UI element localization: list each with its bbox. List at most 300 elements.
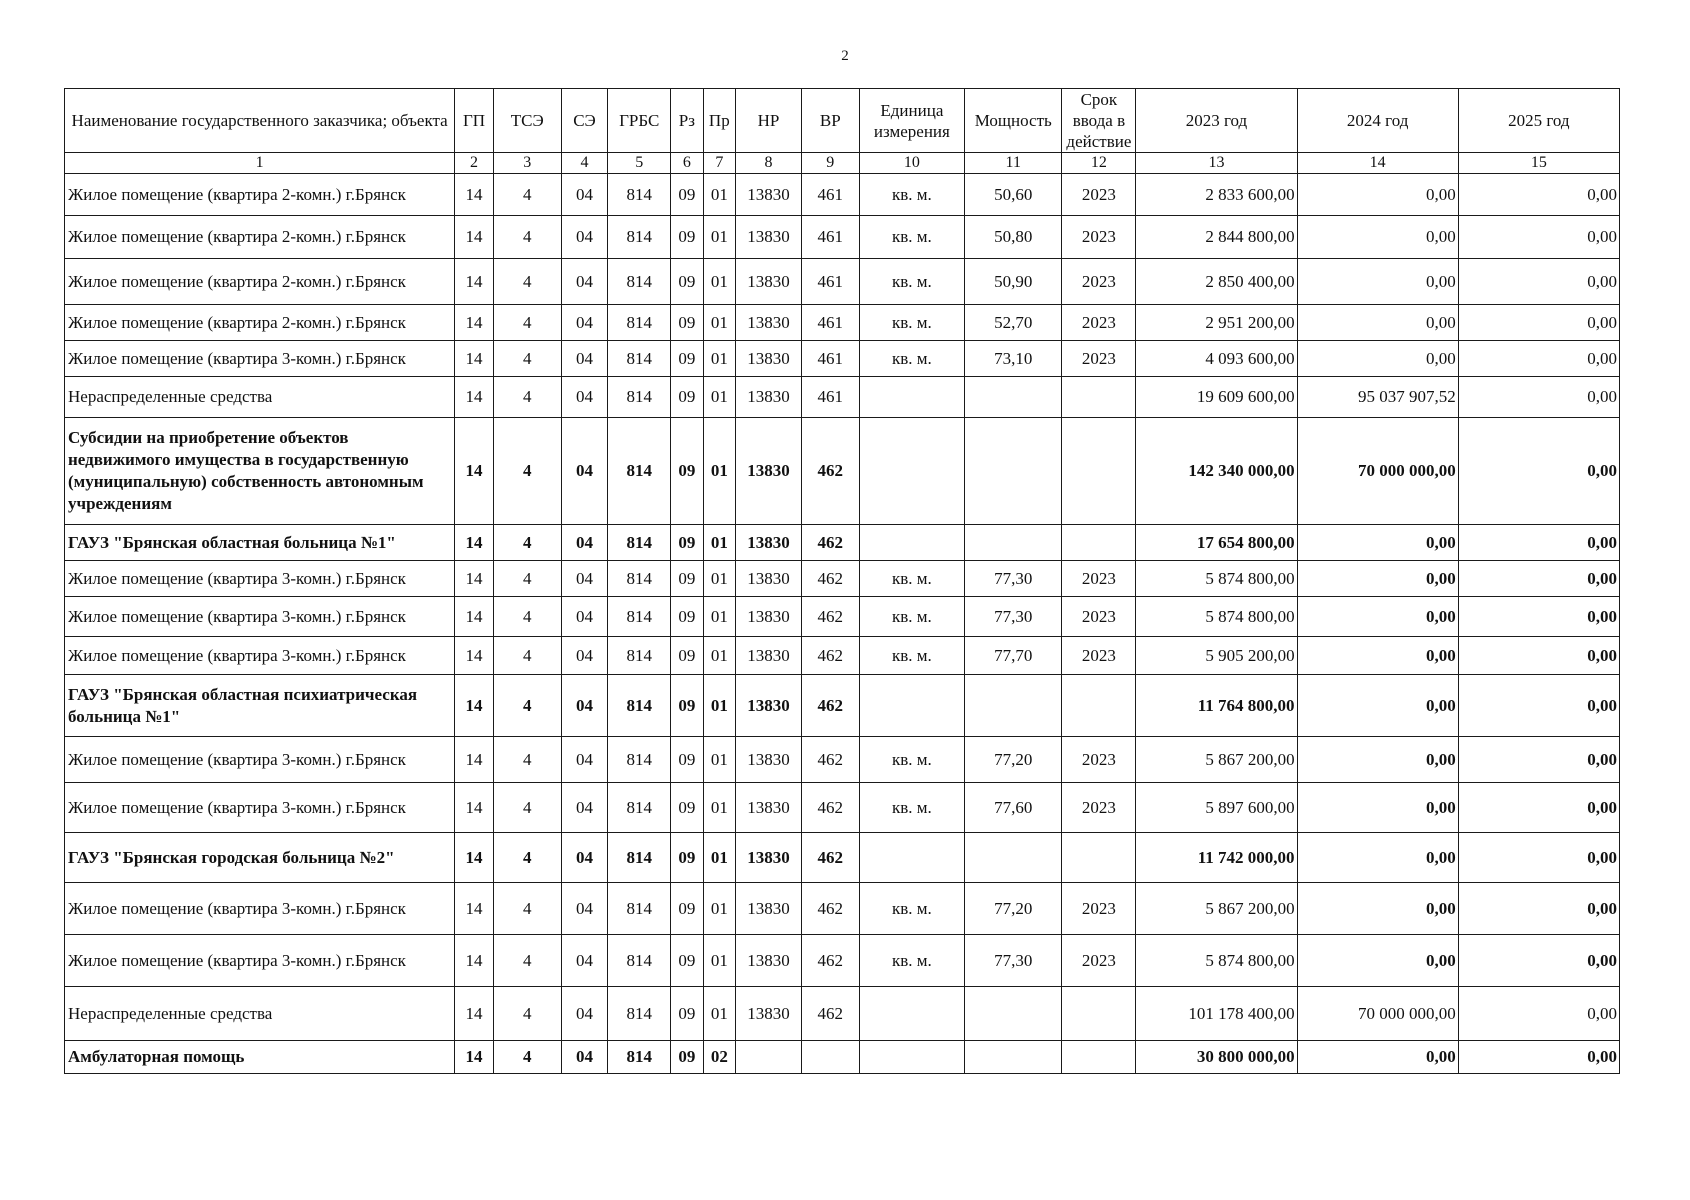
grbs-cell: 814 xyxy=(608,341,671,377)
vr-cell: 462 xyxy=(801,418,859,525)
grbs-cell: 814 xyxy=(608,737,671,783)
amount-2025-cell: 0,00 xyxy=(1458,418,1619,525)
capacity-cell: 77,30 xyxy=(965,935,1062,987)
amount-2025-cell: 0,00 xyxy=(1458,341,1619,377)
capacity-cell xyxy=(965,525,1062,561)
amount-2023-cell: 19 609 600,00 xyxy=(1136,377,1297,418)
header-2024: 2024 год xyxy=(1297,89,1458,153)
vr-cell: 461 xyxy=(801,305,859,341)
gp-cell: 14 xyxy=(455,341,494,377)
column-number: 6 xyxy=(671,153,703,174)
amount-2024-cell: 70 000 000,00 xyxy=(1297,418,1458,525)
name-cell: ГАУЗ "Брянская городская больница №2" xyxy=(65,833,455,883)
header-row xyxy=(65,89,1620,153)
capacity-cell xyxy=(965,1041,1062,1074)
tse-cell: 4 xyxy=(493,418,561,525)
amount-2023-cell: 5 867 200,00 xyxy=(1136,737,1297,783)
grbs-cell: 814 xyxy=(608,216,671,259)
tse-cell: 4 xyxy=(493,216,561,259)
gp-cell: 14 xyxy=(455,561,494,597)
amount-2025-cell: 0,00 xyxy=(1458,216,1619,259)
rz-cell: 09 xyxy=(671,1041,703,1074)
pr-cell: 01 xyxy=(703,377,735,418)
gp-cell: 14 xyxy=(455,783,494,833)
vr-cell: 461 xyxy=(801,174,859,216)
amount-2024-cell: 0,00 xyxy=(1297,561,1458,597)
amount-2024-cell: 0,00 xyxy=(1297,833,1458,883)
header-tse: ТСЭ xyxy=(493,89,561,153)
vr-cell: 462 xyxy=(801,935,859,987)
amount-2024-cell: 0,00 xyxy=(1297,883,1458,935)
vr-cell: 461 xyxy=(801,216,859,259)
amount-2024-cell: 0,00 xyxy=(1297,637,1458,675)
se-cell: 04 xyxy=(561,675,608,737)
term-cell: 2023 xyxy=(1062,883,1136,935)
unit-cell: кв. м. xyxy=(859,259,964,305)
amount-2025-cell: 0,00 xyxy=(1458,675,1619,737)
name-cell: Жилое помещение (квартира 3-комн.) г.Брянск xyxy=(65,561,455,597)
rz-cell: 09 xyxy=(671,341,703,377)
unit-cell: кв. м. xyxy=(859,341,964,377)
column-number: 15 xyxy=(1458,153,1619,174)
amount-2024-cell: 0,00 xyxy=(1297,305,1458,341)
amount-2023-cell: 17 654 800,00 xyxy=(1136,525,1297,561)
capacity-cell: 77,30 xyxy=(965,597,1062,637)
se-cell: 04 xyxy=(561,783,608,833)
name-cell: Субсидии на приобретение объектов недвижимого имущества в государственную (муниципальную) собственность автономным учреждениям xyxy=(65,418,455,525)
vr-cell xyxy=(801,1041,859,1074)
pr-cell: 01 xyxy=(703,637,735,675)
grbs-cell: 814 xyxy=(608,418,671,525)
tse-cell: 4 xyxy=(493,987,561,1041)
amount-2024-cell: 0,00 xyxy=(1297,783,1458,833)
amount-2024-cell: 0,00 xyxy=(1297,525,1458,561)
term-cell: 2023 xyxy=(1062,597,1136,637)
subsidy-section-row xyxy=(65,418,1620,525)
capacity-cell: 77,60 xyxy=(965,783,1062,833)
nr-cell: 13830 xyxy=(736,883,802,935)
amount-2025-cell: 0,00 xyxy=(1458,783,1619,833)
header-gp: ГП xyxy=(455,89,494,153)
grbs-cell: 814 xyxy=(608,259,671,305)
grbs-cell: 814 xyxy=(608,883,671,935)
amount-2023-cell: 5 874 800,00 xyxy=(1136,935,1297,987)
pr-cell: 01 xyxy=(703,783,735,833)
budget-table xyxy=(64,88,1620,1074)
nr-cell: 13830 xyxy=(736,987,802,1041)
nr-cell: 13830 xyxy=(736,597,802,637)
unit-cell xyxy=(859,987,964,1041)
amount-2024-cell: 0,00 xyxy=(1297,216,1458,259)
se-cell: 04 xyxy=(561,987,608,1041)
rz-cell: 09 xyxy=(671,675,703,737)
amount-2023-cell: 142 340 000,00 xyxy=(1136,418,1297,525)
nr-cell: 13830 xyxy=(736,305,802,341)
name-cell: Жилое помещение (квартира 3-комн.) г.Брянск xyxy=(65,341,455,377)
vr-cell: 461 xyxy=(801,259,859,305)
gp-cell: 14 xyxy=(455,525,494,561)
amount-2023-cell: 2 844 800,00 xyxy=(1136,216,1297,259)
amount-2023-cell: 11 764 800,00 xyxy=(1136,675,1297,737)
amount-2024-cell: 0,00 xyxy=(1297,1041,1458,1074)
hospital-1-row xyxy=(65,525,1620,561)
nr-cell: 13830 xyxy=(736,341,802,377)
unit-cell: кв. м. xyxy=(859,216,964,259)
amount-2024-cell: 0,00 xyxy=(1297,341,1458,377)
name-cell: Жилое помещение (квартира 2-комн.) г.Брянск xyxy=(65,305,455,341)
unit-cell xyxy=(859,418,964,525)
se-cell: 04 xyxy=(561,935,608,987)
tse-cell: 4 xyxy=(493,935,561,987)
name-cell: Жилое помещение (квартира 3-комн.) г.Брянск xyxy=(65,637,455,675)
term-cell xyxy=(1062,987,1136,1041)
table-row xyxy=(65,174,1620,216)
amount-2025-cell: 0,00 xyxy=(1458,637,1619,675)
unit-cell xyxy=(859,833,964,883)
nr-cell: 13830 xyxy=(736,935,802,987)
header-rz: Рз xyxy=(671,89,703,153)
grbs-cell: 814 xyxy=(608,305,671,341)
pr-cell: 01 xyxy=(703,216,735,259)
name-cell: Нераспределенные средства xyxy=(65,377,455,418)
header-2023: 2023 год xyxy=(1136,89,1297,153)
pr-cell: 01 xyxy=(703,883,735,935)
capacity-cell: 77,20 xyxy=(965,737,1062,783)
se-cell: 04 xyxy=(561,561,608,597)
amount-2025-cell: 0,00 xyxy=(1458,935,1619,987)
name-cell: Жилое помещение (квартира 2-комн.) г.Брянск xyxy=(65,174,455,216)
rz-cell: 09 xyxy=(671,525,703,561)
pr-cell: 01 xyxy=(703,174,735,216)
vr-cell: 462 xyxy=(801,783,859,833)
grbs-cell: 814 xyxy=(608,935,671,987)
capacity-cell xyxy=(965,987,1062,1041)
amount-2024-cell: 0,00 xyxy=(1297,597,1458,637)
tse-cell: 4 xyxy=(493,174,561,216)
vr-cell: 462 xyxy=(801,737,859,783)
tse-cell: 4 xyxy=(493,675,561,737)
unit-cell: кв. м. xyxy=(859,783,964,833)
nr-cell: 13830 xyxy=(736,216,802,259)
capacity-cell: 77,70 xyxy=(965,637,1062,675)
column-number: 2 xyxy=(455,153,494,174)
column-number: 1 xyxy=(65,153,455,174)
pr-cell: 01 xyxy=(703,675,735,737)
column-number: 14 xyxy=(1297,153,1458,174)
rz-cell: 09 xyxy=(671,935,703,987)
grbs-cell: 814 xyxy=(608,783,671,833)
rz-cell: 09 xyxy=(671,174,703,216)
grbs-cell: 814 xyxy=(608,597,671,637)
se-cell: 04 xyxy=(561,833,608,883)
rz-cell: 09 xyxy=(671,561,703,597)
nr-cell: 13830 xyxy=(736,737,802,783)
rz-cell: 09 xyxy=(671,216,703,259)
capacity-cell: 50,80 xyxy=(965,216,1062,259)
gp-cell: 14 xyxy=(455,883,494,935)
se-cell: 04 xyxy=(561,637,608,675)
name-cell: Жилое помещение (квартира 2-комн.) г.Брянск xyxy=(65,216,455,259)
amount-2023-cell: 30 800 000,00 xyxy=(1136,1041,1297,1074)
gp-cell: 14 xyxy=(455,259,494,305)
tse-cell: 4 xyxy=(493,833,561,883)
capacity-cell: 52,70 xyxy=(965,305,1062,341)
table-row xyxy=(65,637,1620,675)
pr-cell: 01 xyxy=(703,305,735,341)
amount-2025-cell: 0,00 xyxy=(1458,259,1619,305)
pr-cell: 01 xyxy=(703,737,735,783)
pr-cell: 01 xyxy=(703,418,735,525)
se-cell: 04 xyxy=(561,174,608,216)
vr-cell: 462 xyxy=(801,833,859,883)
table-row xyxy=(65,305,1620,341)
term-cell xyxy=(1062,833,1136,883)
name-cell: Жилое помещение (квартира 3-комн.) г.Брянск xyxy=(65,597,455,637)
term-cell: 2023 xyxy=(1062,737,1136,783)
header-vr: ВР xyxy=(801,89,859,153)
se-cell: 04 xyxy=(561,418,608,525)
column-number: 13 xyxy=(1136,153,1297,174)
rz-cell: 09 xyxy=(671,259,703,305)
term-cell: 2023 xyxy=(1062,561,1136,597)
grbs-cell: 814 xyxy=(608,987,671,1041)
term-cell: 2023 xyxy=(1062,305,1136,341)
amount-2024-cell: 0,00 xyxy=(1297,675,1458,737)
unallocated-row xyxy=(65,987,1620,1041)
capacity-cell: 50,90 xyxy=(965,259,1062,305)
vr-cell: 461 xyxy=(801,341,859,377)
unit-cell: кв. м. xyxy=(859,305,964,341)
rz-cell: 09 xyxy=(671,305,703,341)
nr-cell: 13830 xyxy=(736,259,802,305)
gp-cell: 14 xyxy=(455,216,494,259)
tse-cell: 4 xyxy=(493,597,561,637)
column-numbers-row xyxy=(65,153,1620,174)
name-cell: Жилое помещение (квартира 3-комн.) г.Брянск xyxy=(65,883,455,935)
amount-2024-cell: 0,00 xyxy=(1297,935,1458,987)
table-row xyxy=(65,737,1620,783)
pr-cell: 01 xyxy=(703,833,735,883)
name-cell: Нераспределенные средства xyxy=(65,987,455,1041)
amount-2024-cell: 0,00 xyxy=(1297,174,1458,216)
column-number: 11 xyxy=(965,153,1062,174)
nr-cell: 13830 xyxy=(736,377,802,418)
grbs-cell: 814 xyxy=(608,561,671,597)
gp-cell: 14 xyxy=(455,377,494,418)
table-row xyxy=(65,216,1620,259)
pr-cell: 01 xyxy=(703,597,735,637)
name-cell: Жилое помещение (квартира 3-комн.) г.Брянск xyxy=(65,935,455,987)
header-nr: НР xyxy=(736,89,802,153)
nr-cell: 13830 xyxy=(736,783,802,833)
outpatient-care-row xyxy=(65,1041,1620,1074)
amount-2023-cell: 5 874 800,00 xyxy=(1136,597,1297,637)
amount-2023-cell: 5 905 200,00 xyxy=(1136,637,1297,675)
nr-cell: 13830 xyxy=(736,525,802,561)
term-cell xyxy=(1062,1041,1136,1074)
amount-2025-cell: 0,00 xyxy=(1458,525,1619,561)
vr-cell: 462 xyxy=(801,561,859,597)
pr-cell: 01 xyxy=(703,935,735,987)
vr-cell: 462 xyxy=(801,597,859,637)
rz-cell: 09 xyxy=(671,987,703,1041)
amount-2023-cell: 2 833 600,00 xyxy=(1136,174,1297,216)
amount-2024-cell: 0,00 xyxy=(1297,259,1458,305)
name-cell: Жилое помещение (квартира 3-комн.) г.Брянск xyxy=(65,783,455,833)
term-cell: 2023 xyxy=(1062,341,1136,377)
term-cell: 2023 xyxy=(1062,783,1136,833)
amount-2024-cell: 0,00 xyxy=(1297,737,1458,783)
unit-cell: кв. м. xyxy=(859,637,964,675)
tse-cell: 4 xyxy=(493,737,561,783)
capacity-cell: 77,20 xyxy=(965,883,1062,935)
nr-cell: 13830 xyxy=(736,418,802,525)
pr-cell: 02 xyxy=(703,1041,735,1074)
table-body xyxy=(65,89,1620,1074)
amount-2025-cell: 0,00 xyxy=(1458,561,1619,597)
rz-cell: 09 xyxy=(671,597,703,637)
tse-cell: 4 xyxy=(493,883,561,935)
capacity-cell xyxy=(965,833,1062,883)
unit-cell: кв. м. xyxy=(859,597,964,637)
column-number: 8 xyxy=(736,153,802,174)
table-row xyxy=(65,883,1620,935)
unit-cell xyxy=(859,525,964,561)
unit-cell xyxy=(859,1041,964,1074)
gp-cell: 14 xyxy=(455,935,494,987)
unit-cell: кв. м. xyxy=(859,883,964,935)
header-2025: 2025 год xyxy=(1458,89,1619,153)
header-pr: Пр xyxy=(703,89,735,153)
unit-cell xyxy=(859,377,964,418)
rz-cell: 09 xyxy=(671,783,703,833)
se-cell: 04 xyxy=(561,377,608,418)
amount-2025-cell: 0,00 xyxy=(1458,1041,1619,1074)
capacity-cell: 77,30 xyxy=(965,561,1062,597)
psychiatric-hospital-row xyxy=(65,675,1620,737)
amount-2023-cell: 11 742 000,00 xyxy=(1136,833,1297,883)
column-number: 7 xyxy=(703,153,735,174)
rz-cell: 09 xyxy=(671,883,703,935)
amount-2025-cell: 0,00 xyxy=(1458,833,1619,883)
vr-cell: 462 xyxy=(801,987,859,1041)
capacity-cell: 73,10 xyxy=(965,341,1062,377)
header-term: Срок ввода в действие xyxy=(1062,89,1136,153)
tse-cell: 4 xyxy=(493,1041,561,1074)
se-cell: 04 xyxy=(561,341,608,377)
pr-cell: 01 xyxy=(703,341,735,377)
grbs-cell: 814 xyxy=(608,525,671,561)
grbs-cell: 814 xyxy=(608,675,671,737)
grbs-cell: 814 xyxy=(608,833,671,883)
name-cell: ГАУЗ "Брянская областная больница №1" xyxy=(65,525,455,561)
gp-cell: 14 xyxy=(455,418,494,525)
tse-cell: 4 xyxy=(493,305,561,341)
tse-cell: 4 xyxy=(493,341,561,377)
column-number: 4 xyxy=(561,153,608,174)
tse-cell: 4 xyxy=(493,259,561,305)
term-cell: 2023 xyxy=(1062,637,1136,675)
se-cell: 04 xyxy=(561,259,608,305)
amount-2023-cell: 2 850 400,00 xyxy=(1136,259,1297,305)
header-grbs: ГРБС xyxy=(608,89,671,153)
se-cell: 04 xyxy=(561,597,608,637)
amount-2023-cell: 2 951 200,00 xyxy=(1136,305,1297,341)
column-number: 10 xyxy=(859,153,964,174)
amount-2025-cell: 0,00 xyxy=(1458,737,1619,783)
gp-cell: 14 xyxy=(455,675,494,737)
gp-cell: 14 xyxy=(455,174,494,216)
vr-cell: 462 xyxy=(801,525,859,561)
se-cell: 04 xyxy=(561,216,608,259)
rz-cell: 09 xyxy=(671,377,703,418)
rz-cell: 09 xyxy=(671,737,703,783)
amount-2024-cell: 95 037 907,52 xyxy=(1297,377,1458,418)
pr-cell: 01 xyxy=(703,561,735,597)
se-cell: 04 xyxy=(561,737,608,783)
gp-cell: 14 xyxy=(455,833,494,883)
amount-2024-cell: 70 000 000,00 xyxy=(1297,987,1458,1041)
column-number: 5 xyxy=(608,153,671,174)
term-cell xyxy=(1062,675,1136,737)
amount-2023-cell: 101 178 400,00 xyxy=(1136,987,1297,1041)
page-number: 2 xyxy=(841,48,849,64)
vr-cell: 461 xyxy=(801,377,859,418)
amount-2025-cell: 0,00 xyxy=(1458,883,1619,935)
amount-2023-cell: 4 093 600,00 xyxy=(1136,341,1297,377)
se-cell: 04 xyxy=(561,305,608,341)
tse-cell: 4 xyxy=(493,783,561,833)
table-row xyxy=(65,783,1620,833)
term-cell xyxy=(1062,525,1136,561)
column-number: 12 xyxy=(1062,153,1136,174)
nr-cell: 13830 xyxy=(736,561,802,597)
table-row xyxy=(65,341,1620,377)
table-row xyxy=(65,935,1620,987)
rz-cell: 09 xyxy=(671,833,703,883)
header-unit: Единица измерения xyxy=(859,89,964,153)
vr-cell: 462 xyxy=(801,637,859,675)
pr-cell: 01 xyxy=(703,259,735,305)
header-se: СЭ xyxy=(561,89,608,153)
se-cell: 04 xyxy=(561,1041,608,1074)
column-number: 9 xyxy=(801,153,859,174)
amount-2025-cell: 0,00 xyxy=(1458,174,1619,216)
amount-2023-cell: 5 897 600,00 xyxy=(1136,783,1297,833)
capacity-cell xyxy=(965,377,1062,418)
vr-cell: 462 xyxy=(801,883,859,935)
gp-cell: 14 xyxy=(455,737,494,783)
city-hospital-2-row xyxy=(65,833,1620,883)
grbs-cell: 814 xyxy=(608,377,671,418)
unit-cell xyxy=(859,675,964,737)
gp-cell: 14 xyxy=(455,305,494,341)
grbs-cell: 814 xyxy=(608,174,671,216)
nr-cell xyxy=(736,1041,802,1074)
term-cell: 2023 xyxy=(1062,174,1136,216)
capacity-cell xyxy=(965,418,1062,525)
name-cell: Амбулаторная помощь xyxy=(65,1041,455,1074)
unallocated-row xyxy=(65,377,1620,418)
tse-cell: 4 xyxy=(493,525,561,561)
name-cell: Жилое помещение (квартира 2-комн.) г.Брянск xyxy=(65,259,455,305)
nr-cell: 13830 xyxy=(736,637,802,675)
table-row xyxy=(65,561,1620,597)
table-row xyxy=(65,259,1620,305)
se-cell: 04 xyxy=(561,883,608,935)
tse-cell: 4 xyxy=(493,377,561,418)
capacity-cell: 50,60 xyxy=(965,174,1062,216)
